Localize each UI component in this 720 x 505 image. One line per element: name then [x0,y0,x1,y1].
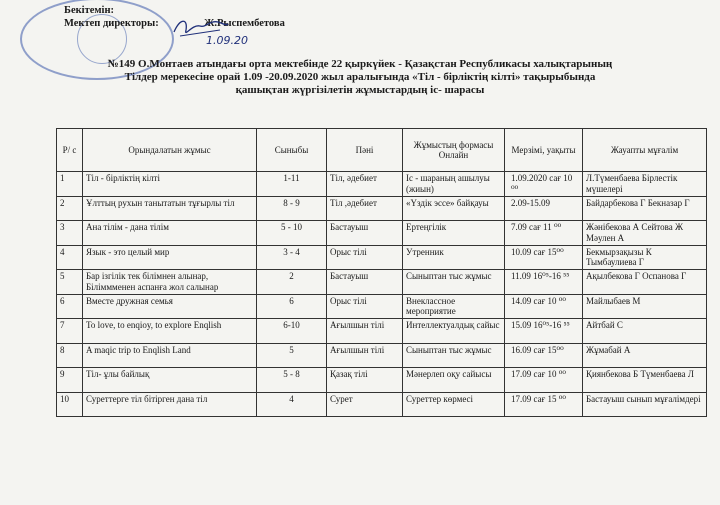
cell-teacher: Қиянбекова Б Түменбаева Л [583,368,707,393]
approval-date: 1.09.20 [206,34,248,47]
cell-subject: Орыс тілі [327,245,403,270]
cell-subject: Бастауыш [327,221,403,246]
cell-num: 9 [57,368,83,393]
cell-work: A maqic trip to Enqlish Land [83,343,257,368]
cell-form: «Үздік эссе» байқауы [403,196,505,221]
events-table [56,128,707,417]
cell-form: Сыныптан тыс жұмыс [403,343,505,368]
cell-num: 1 [57,172,83,197]
cell-date: 10.09 сағ 15⁰⁰ [505,245,583,270]
cell-subject: Ағылшын тілі [327,343,403,368]
cell-grade: 6-10 [257,319,327,344]
cell-teacher: Бастауыш сынып мұғалімдері [583,392,707,417]
cell-grade: 4 [257,392,327,417]
cell-form: Мәнерлеп оқу сайысы [403,368,505,393]
cell-work: Тіл - бірліктің кілті [83,172,257,197]
cell-subject: Бастауыш [327,270,403,295]
table-row [57,270,707,295]
cell-work: To love, to enqioy, to explore Enqlish [83,319,257,344]
table-row [57,221,707,246]
cell-grade: 5 [257,343,327,368]
table-row [57,196,707,221]
cell-teacher: Майлыбаев М [583,294,707,319]
cell-grade: 6 [257,294,327,319]
cell-date: 14.09 сағ 10 ⁰⁰ [505,294,583,319]
cell-date: 17.09 сағ 10 ⁰⁰ [505,368,583,393]
cell-work: Вместе дружная семья [83,294,257,319]
cell-num: 8 [57,343,83,368]
cell-num: 3 [57,221,83,246]
col-header-work: Орындалатын жұмыс [83,129,257,172]
approval-director-label: Мектеп директоры: [64,18,159,29]
table-row [57,294,707,319]
cell-subject: Сурет [327,392,403,417]
col-header-grade: Сыныбы [257,129,327,172]
cell-teacher: Жұмабай А [583,343,707,368]
cell-date: 7.09 сағ 11 ⁰⁰ [505,221,583,246]
cell-date: 16.09 сағ 15⁰⁰ [505,343,583,368]
cell-num: 2 [57,196,83,221]
table-row [57,368,707,393]
cell-num: 10 [57,392,83,417]
col-header-date: Мерзімі, уақыты [505,129,583,172]
cell-work: Суреттерге тіл бітірген дана тіл [83,392,257,417]
cell-date: 1.09.2020 сағ 10 ⁰⁰ [505,172,583,197]
cell-teacher: Ақылбекова Г Оспанова Г [583,270,707,295]
cell-teacher: Бекмырзақызы К Тымбаулиева Г [583,245,707,270]
cell-subject: Тіл, әдебиет [327,172,403,197]
cell-form: Ертеңгілік [403,221,505,246]
table-row [57,343,707,368]
cell-num: 4 [57,245,83,270]
approval-block [64,4,285,30]
approval-director-name: Ж.Рыспембетова [204,18,285,29]
cell-date: 11.09 16⁰⁵-16 ⁵⁵ [505,270,583,295]
cell-grade: 1-11 [257,172,327,197]
cell-num: 5 [57,270,83,295]
document-title [40,58,680,97]
col-header-form: Жұмыстың формасы Онлайн [403,129,505,172]
cell-teacher: Байдарбекова Г Бекназар Г [583,196,707,221]
table-header-row [57,129,707,172]
col-header-num: Р/ с [57,129,83,172]
title-line-2: Тілдер мерекесіне орай 1.09 -20.09.2020 жыл аралығында «Тіл - бірліктің кілті» тақырыбында [124,71,596,83]
table-row [57,172,707,197]
cell-num: 6 [57,294,83,319]
cell-subject: Орыс тілі [327,294,403,319]
title-line-1: №149 О.Монтаев атындағы орта мектебінде 22 қыркүйек - Қазақстан Республикасы халықтарының [107,58,613,70]
cell-num: 7 [57,319,83,344]
cell-form: Іс - шараның ашылуы (жиын) [403,172,505,197]
cell-work: Язык - это целый мир [83,245,257,270]
cell-grade: 8 - 9 [257,196,327,221]
cell-grade: 5 - 10 [257,221,327,246]
cell-teacher: Л.Түменбаева Бірлестік мүшелері [583,172,707,197]
cell-grade: 3 - 4 [257,245,327,270]
cell-subject: Ағылшын тілі [327,319,403,344]
title-line-3: қашықтан жүргізілетін жұмыстардың іс- шарасы [235,84,485,96]
approval-heading: Бекітемін: [64,5,115,16]
cell-subject: Қазақ тілі [327,368,403,393]
cell-teacher: Айтбай С [583,319,707,344]
col-header-subject: Пәні [327,129,403,172]
cell-work: Ана тілім - дана тілім [83,221,257,246]
cell-work: Бар ізгілік тек білімнен алынар, Біліммменен аспанға жол салынар [83,270,257,295]
cell-subject: Тіл ,әдебиет [327,196,403,221]
cell-form: Суреттер көрмесі [403,392,505,417]
cell-work: Тіл- ұлы байлық [83,368,257,393]
cell-form: Интеллектуалдық сайыс [403,319,505,344]
col-header-teacher: Жауапты мұғалім [583,129,707,172]
cell-form: Сыныптан тыс жұмыс [403,270,505,295]
cell-grade: 5 - 8 [257,368,327,393]
cell-date: 15.09 16⁰⁵-16 ⁵⁵ [505,319,583,344]
cell-teacher: Жәнібекова А Сейтова Ж Мәулен А [583,221,707,246]
cell-work: Ұлттың рухын танытатын тұғырлы тіл [83,196,257,221]
cell-date: 17.09 сағ 15 ⁰⁰ [505,392,583,417]
table-row [57,245,707,270]
table-row [57,392,707,417]
cell-form: Внеклассное мероприятие [403,294,505,319]
cell-date: 2.09-15.09 [505,196,583,221]
table-row [57,319,707,344]
cell-grade: 2 [257,270,327,295]
cell-form: Утренник [403,245,505,270]
